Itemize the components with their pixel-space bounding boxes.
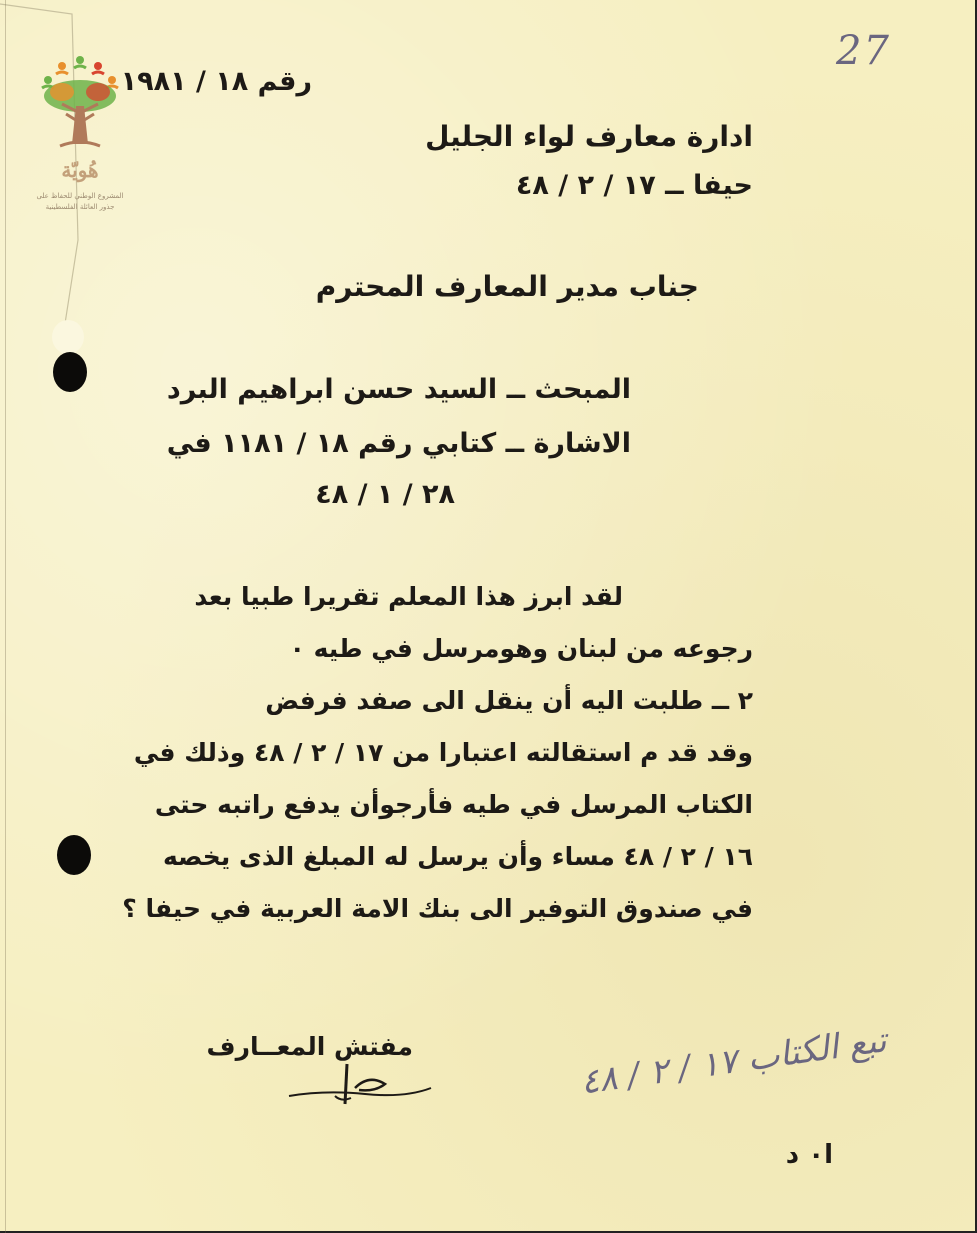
watermark-tagline-1: المشروع الوطني للحفاظ على — [36, 192, 124, 200]
reference-date: ٢٨ / ١ / ٤٨ — [315, 479, 455, 510]
watermark-logo — [32, 52, 128, 232]
family-tree-icon — [32, 52, 128, 162]
punch-hole-bottom — [57, 835, 91, 875]
issuing-department: ادارة معارف لواء الجليل — [425, 120, 753, 153]
body-line-7: في صندوق التوفير الى بنك الامة العربية في حيفا ؟ — [122, 894, 753, 923]
reference-number: رقم ١٨ / ١٩٨١ — [120, 66, 312, 97]
page-edge-line — [5, 0, 6, 1233]
body-line-5: الكتاب المرسل في طيه فأرجوأن يدفع راتبه حتى — [154, 790, 753, 819]
signature-title: مفتش المعــارف — [206, 1032, 413, 1061]
watermark-tagline-2: جذور العائلة الفلسطينية — [45, 203, 115, 211]
subject-line: المبحث ــ السيد حسن ابراهيم البرد — [166, 374, 631, 405]
punch-hole-top — [53, 352, 87, 392]
punch-hole-shadow — [52, 320, 84, 354]
footer-code: ا٠ د — [785, 1140, 833, 1170]
salutation: جناب مدير المعارف المحترم — [315, 270, 699, 303]
reference-line: الاشارة ــ كتابي رقم ١٨ / ١١٨١ في — [166, 428, 631, 459]
inspector-signature — [285, 1060, 435, 1110]
body-line-2: رجوعه من لبنان وهومرسل في طيه ٠ — [289, 634, 753, 663]
body-line-1: لقد ابرز هذا المعلم تقريرا طبيا بعد — [194, 582, 623, 611]
place-and-date: حيفا ــ ١٧ / ٢ / ٤٨ — [515, 170, 753, 201]
body-line-3: ٢ ــ طلبت اليه أن ينقل الى صفد فرفض — [265, 686, 753, 715]
page-number-annotation: 27 — [836, 28, 891, 74]
pencil-margin-note: تبع الكتاب ١٧ / ٢ / ٤٨ — [578, 1020, 889, 1103]
watermark-name: هُويّة — [61, 158, 99, 182]
body-line-6: ١٦ / ٢ / ٤٨ مساء وأن يرسل له المبلغ الذى يخصه — [163, 842, 753, 871]
body-line-4: وقد قد م استقالته اعتبارا من ١٧ / ٢ / ٤٨ وذلك في — [133, 738, 753, 767]
